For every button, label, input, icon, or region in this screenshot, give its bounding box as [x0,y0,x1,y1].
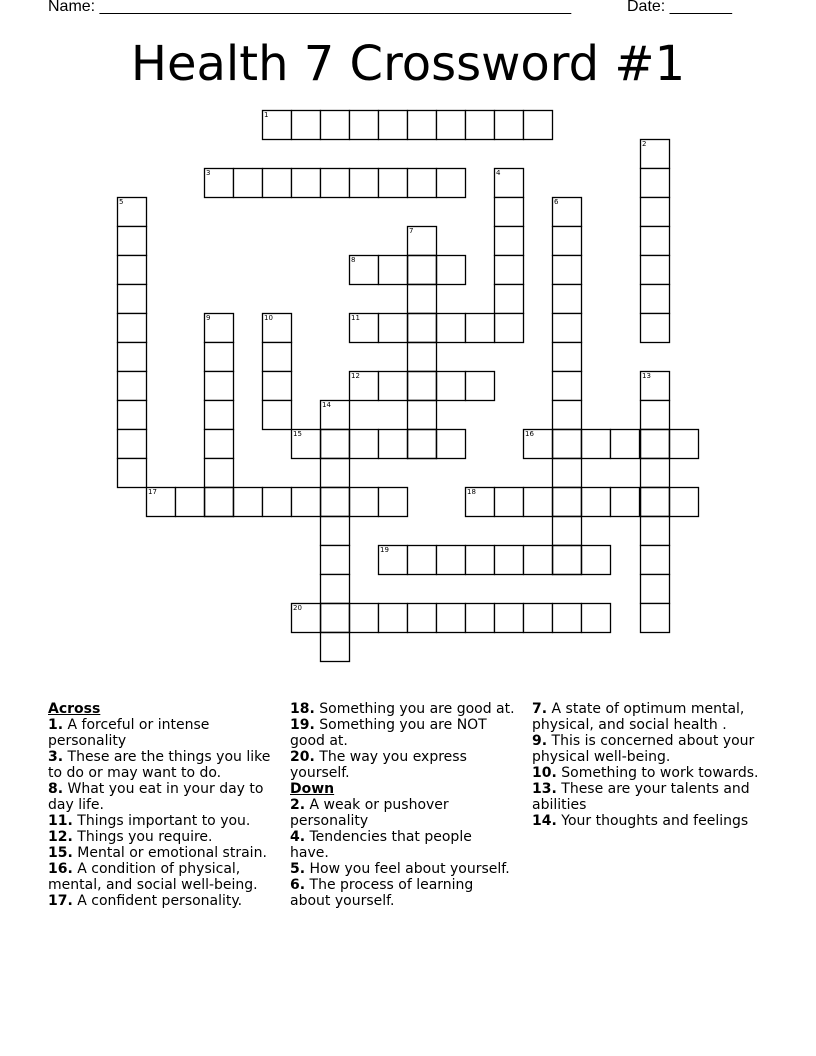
grid-cell[interactable] [553,604,582,633]
clue-item [290,701,515,717]
grid-cell[interactable] [582,604,611,633]
grid-cell[interactable] [292,169,321,198]
grid-cell[interactable] [553,546,582,575]
grid-cell[interactable] [553,372,582,401]
clue-number: 15 [293,430,302,438]
grid-cell[interactable] [408,546,437,575]
grid-cell[interactable] [437,256,466,285]
clue-item-text: A forceful or intense personality [48,717,210,749]
grid-cell[interactable] [408,372,437,401]
grid-cell[interactable] [437,372,466,401]
grid-cell[interactable] [350,169,379,198]
grid-cell[interactable] [553,401,582,430]
clue-item [532,701,772,733]
grid-cell[interactable] [641,285,670,314]
clue-number: 18 [467,488,476,496]
grid-cell[interactable] [408,604,437,633]
clue-item-text: The process of learning about yourself. [290,877,474,909]
clue-item-number: 3. [48,749,64,765]
grid-cell[interactable] [641,546,670,575]
clue-column-3 [532,701,772,829]
grid-cell[interactable] [234,488,263,517]
grid-cell[interactable] [641,401,670,430]
clue-number: 7 [409,227,414,235]
clue-item-number: 5. [290,861,306,877]
grid-cell[interactable] [408,401,437,430]
clue-item [290,717,515,749]
grid-cell[interactable] [350,430,379,459]
clue-item [290,797,515,829]
grid-cell[interactable] [495,604,524,633]
grid-cell[interactable] [321,633,350,662]
grid-cell[interactable] [408,111,437,140]
clue-item-text: Tendencies that people have. [290,829,472,861]
grid-cell[interactable] [205,401,234,430]
grid-cell[interactable] [118,343,147,372]
grid-cell[interactable] [553,488,582,517]
grid-cell[interactable] [495,488,524,517]
grid-cell[interactable] [321,546,350,575]
grid-cell[interactable] [118,314,147,343]
grid-cell[interactable] [321,575,350,604]
grid-cell[interactable] [466,372,495,401]
grid-cell[interactable] [553,314,582,343]
grid-cell[interactable] [379,430,408,459]
clue-item-text: A confident personality. [72,893,243,909]
clue-number: 4 [496,169,501,177]
clue-number: 11 [351,314,360,322]
grid-cell[interactable] [118,430,147,459]
clue-item-number: 11. [48,813,73,829]
clue-number: 8 [351,256,356,264]
clue-item [290,829,515,861]
clue-item-number: 7. [532,701,548,717]
clue-item-number: 8. [48,781,64,797]
clue-item-number: 12. [48,829,73,845]
grid-cell[interactable] [466,604,495,633]
clue-item-number: 20. [290,749,315,765]
grid-cell[interactable] [321,111,350,140]
grid-cell[interactable] [292,111,321,140]
grid-cell[interactable] [118,401,147,430]
grid-cell[interactable] [524,111,553,140]
grid-cell[interactable] [641,459,670,488]
grid-cell[interactable] [495,285,524,314]
clue-item [48,813,273,829]
clue-number: 1 [264,111,269,119]
grid-cell[interactable] [379,256,408,285]
grid-cell[interactable] [437,111,466,140]
clue-item-number: 2. [290,797,306,813]
grid-cell[interactable] [379,604,408,633]
grid-cell[interactable] [641,198,670,227]
grid-cell[interactable] [118,227,147,256]
clue-item-number: 10. [532,765,557,781]
clue-number: 6 [554,198,559,206]
clue-item-text: Things important to you. [72,813,251,829]
grid-cell[interactable] [263,488,292,517]
grid-cell[interactable] [379,314,408,343]
grid-cell[interactable] [641,604,670,633]
clue-item [48,781,273,813]
clue-item-text: These are the things you like to do or may want to do. [48,749,271,781]
grid-cell[interactable] [524,546,553,575]
grid-cell[interactable] [118,285,147,314]
grid-cell[interactable] [292,488,321,517]
clue-number: 5 [119,198,124,206]
grid-cell[interactable] [641,314,670,343]
clue-item-text: A weak or pushover personality [290,797,449,829]
grid-cell[interactable] [408,430,437,459]
grid-cell[interactable] [495,198,524,227]
down-heading: Down [290,781,335,797]
grid-cell[interactable] [466,314,495,343]
clue-number: 16 [525,430,534,438]
grid-cell[interactable] [118,256,147,285]
grid-cell[interactable] [524,604,553,633]
clue-item [290,877,515,909]
clue-item-number: 16. [48,861,73,877]
grid-cell[interactable] [379,488,408,517]
grid-cell[interactable] [495,256,524,285]
grid-cell[interactable] [176,488,205,517]
grid-cell[interactable] [350,488,379,517]
clue-item-text: Something you are NOT good at. [290,717,487,749]
clue-item [48,893,273,909]
grid-cell[interactable] [582,430,611,459]
clue-item [532,813,772,829]
grid-cell[interactable] [553,256,582,285]
date-field-label[interactable]: Date: _______ [627,0,732,15]
grid-cell[interactable] [641,488,670,517]
grid-cell[interactable] [553,459,582,488]
grid-cell[interactable] [118,372,147,401]
grid-cell[interactable] [437,430,466,459]
grid-cell[interactable] [350,111,379,140]
page-title: Health 7 Crossword #1 [130,36,686,92]
grid-cell[interactable] [321,169,350,198]
clue-item-text: A condition of physical, mental, and social well-being. [48,861,258,893]
grid-cell[interactable] [205,459,234,488]
clue-item [48,829,273,845]
clue-item [48,845,273,861]
clue-column-2 [290,701,515,909]
clue-number: 13 [642,372,651,380]
grid-cell[interactable] [495,314,524,343]
grid-cell[interactable] [205,488,234,517]
clue-number: 17 [148,488,157,496]
clue-item-number: 18. [290,701,315,717]
clue-number: 19 [380,546,389,554]
clue-number: 10 [264,314,273,322]
grid-cell[interactable] [321,517,350,546]
clue-item [532,781,772,813]
clue-item [48,861,273,893]
grid-cell[interactable] [611,430,640,459]
grid-cell[interactable] [263,372,292,401]
grid-cell[interactable] [553,430,582,459]
clue-item-text: The way you express yourself. [290,749,467,781]
clue-item-text: How you feel about yourself. [305,861,510,877]
grid-cell[interactable] [263,401,292,430]
clue-item [290,861,515,877]
grid-cell[interactable] [582,488,611,517]
clue-item-text: What you eat in your day to day life. [48,781,264,813]
grid-cell[interactable] [408,343,437,372]
clue-item-number: 14. [532,813,557,829]
grid-cell[interactable] [641,430,670,459]
grid-cell[interactable] [553,227,582,256]
grid-cell[interactable] [641,575,670,604]
grid-cell[interactable] [408,285,437,314]
clue-item [48,717,273,749]
clue-item-number: 9. [532,733,548,749]
grid-cell[interactable] [495,546,524,575]
grid-cell[interactable] [205,430,234,459]
clue-item-text: Your thoughts and feelings [556,813,749,829]
clue-item-number: 19. [290,717,315,733]
clue-item-text: This is concerned about your physical well-being. [532,733,755,765]
clue-item-number: 15. [48,845,73,861]
grid-cell[interactable] [641,169,670,198]
name-field-label[interactable]: Name: _____________________________________________________ [48,0,572,15]
grid-cell[interactable] [321,430,350,459]
grid-cell[interactable] [379,372,408,401]
clue-column-1 [48,701,273,909]
grid-cell[interactable] [553,285,582,314]
clue-number: 2 [642,140,647,148]
grid-cell[interactable] [437,546,466,575]
grid-cell[interactable] [379,111,408,140]
clue-number: 9 [206,314,211,322]
clue-number: 3 [206,169,211,177]
clue-number: 14 [322,401,331,409]
clue-item-number: 13. [532,781,557,797]
clue-item-text: A state of optimum mental, physical, and social health . [532,701,745,733]
grid-cell[interactable] [524,488,553,517]
clue-number: 20 [293,604,302,612]
across-heading: Across [48,701,101,717]
grid-cell[interactable] [321,459,350,488]
grid-cell[interactable] [437,604,466,633]
grid-cell[interactable] [205,343,234,372]
grid-cell[interactable] [263,343,292,372]
grid-cell[interactable] [611,488,640,517]
grid-cell[interactable] [641,256,670,285]
grid-cell[interactable] [437,314,466,343]
grid-cell[interactable] [553,343,582,372]
grid-cell[interactable] [205,372,234,401]
grid-cell[interactable] [234,169,263,198]
clue-item-text: Things you require. [72,829,213,845]
grid-cell[interactable] [263,169,292,198]
grid-cell[interactable] [582,546,611,575]
grid-cell[interactable] [321,488,350,517]
grid-cell[interactable] [118,459,147,488]
clue-item-text: Something to work towards. [556,765,759,781]
clue-item-number: 6. [290,877,306,893]
grid-cell[interactable] [466,111,495,140]
grid-cell[interactable] [466,546,495,575]
grid-cell[interactable] [495,111,524,140]
grid-cell[interactable] [641,227,670,256]
clue-item-number: 1. [48,717,64,733]
grid-cell[interactable] [670,430,699,459]
grid-cell[interactable] [553,517,582,546]
grid-cell[interactable] [350,604,379,633]
grid-cell[interactable] [670,488,699,517]
grid-cell[interactable] [641,517,670,546]
clue-item [532,733,772,765]
clue-number: 12 [351,372,360,380]
grid-cell[interactable] [379,169,408,198]
grid-cell[interactable] [321,604,350,633]
clue-item [48,749,273,781]
clue-item-text: These are your talents and abilities [532,781,750,813]
grid-cell[interactable] [408,256,437,285]
clue-item-number: 17. [48,893,73,909]
grid-cell[interactable] [408,314,437,343]
clue-item-text: Something you are good at. [314,701,515,717]
clue-item [532,765,772,781]
grid-cell[interactable] [408,169,437,198]
clue-item [290,749,515,781]
clue-item-number: 4. [290,829,306,845]
clue-item-text: Mental or emotional strain. [72,845,267,861]
grid-cell[interactable] [437,169,466,198]
grid-cell[interactable] [495,227,524,256]
